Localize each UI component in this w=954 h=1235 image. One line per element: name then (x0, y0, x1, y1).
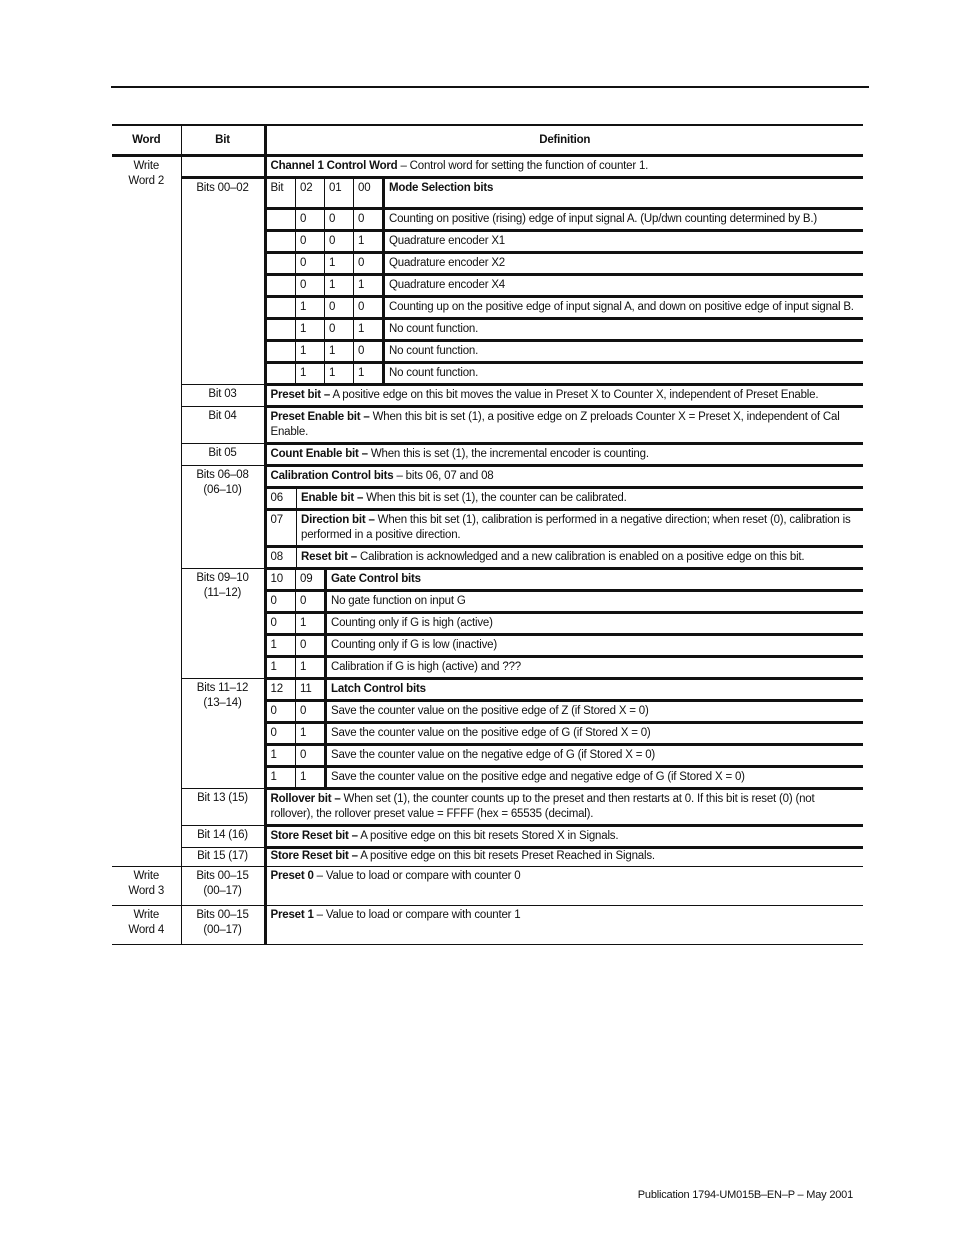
bit-cell: Bits 00–15 (00–17) (181, 906, 265, 945)
definition-cell: Preset Enable bit – When this bit is set (1), a positive edge on Z preloads Counter X = Preset X, independent of Cal Enable. (265, 406, 863, 443)
header-definition: Definition (265, 125, 863, 156)
mode-col-00: 00 (354, 179, 384, 208)
cal-row: 08 Reset bit – Calibration is acknowledged and a new calibration is enabled on a positive edge on this bit. (267, 546, 864, 567)
table-row (112, 847, 863, 867)
latch-row: 1 1 Save the counter value on the positive edge and negative edge of G (if Stored X = 0) (267, 766, 864, 787)
cal-title: Calibration Control bits – bits 06, 07 and 08 (267, 467, 864, 488)
table-row (112, 568, 863, 678)
mode-row: 0 0 0 Counting on positive (rising) edge of input signal A. (Up/dwn counting determined by B.) (267, 208, 864, 230)
bit-cell: Bit 05 (181, 443, 265, 465)
gate-table: 10 09 Gate Control bits 0 0 No gate function on input G 0 1 Counting only if G is high (active) 1 0 Counting only if G is low (inactive) 1 1 Calibration if G is high (active) and ??? (267, 570, 864, 677)
table-row (112, 678, 863, 788)
mode-title: Mode Selection bits (384, 179, 864, 208)
table-row (112, 825, 863, 847)
definition-cell: Rollover bit – When set (1), the counter counts up to the preset and then restarts at 0. If this bit is reset (0) (not rollover), the rollover preset value = FFFF (hex = 65535 (decimal). (265, 788, 863, 825)
mode-row: 1 1 1 No count function. (267, 362, 864, 383)
latch-table: 12 11 Latch Control bits 0 0 Save the counter value on the positive edge of Z (if Stored X = 0) 0 1 Save the counter value on the positive edge of G (if Stored X = 0) 1 0 Save the counter value on the negative edge of G (if Stored X = 0) 1 1 Save the counter value on the positive edge and negative edge of G (if Stored X = 0) (267, 680, 864, 787)
bit-cell: Bit 13 (15) (181, 788, 265, 825)
mode-row: 1 0 1 No count function. (267, 318, 864, 340)
gate-row: 0 0 No gate function on input G (267, 590, 864, 612)
channel-title: Channel 1 Control Word (270, 160, 398, 172)
bit-cell (181, 465, 265, 568)
table-row (112, 156, 863, 178)
gate-row: 1 0 Counting only if G is low (inactive) (267, 634, 864, 656)
empty-bit-cell (181, 156, 265, 178)
table-row (112, 867, 863, 906)
table-row (112, 178, 863, 385)
definition-cell: Preset 1 – Value to load or compare with counter 1 (265, 906, 863, 945)
mode-col-bit: Bit (267, 179, 296, 208)
cal-table (267, 467, 864, 567)
definition-cell: Preset 0 – Value to load or compare with counter 0 (265, 867, 863, 906)
header-bit: Bit (181, 125, 265, 156)
definition-cell: Count Enable bit – When this is set (1), the incremental encoder is counting. (265, 443, 863, 465)
mode-header-row (267, 179, 864, 208)
table-row (112, 443, 863, 465)
definition-cell: Store Reset bit – A positive edge on this bit resets Preset Reached in Signals. (265, 847, 863, 867)
bit-cell (181, 678, 265, 788)
table-row (112, 406, 863, 443)
mode-col-02: 02 (296, 179, 325, 208)
bit-cell: Bit 04 (181, 406, 265, 443)
mode-row: 0 1 0 Quadrature encoder X2 (267, 252, 864, 274)
mode-row: 1 1 0 No count function. (267, 340, 864, 362)
mode-row: 1 0 0 Counting up on the positive edge of input signal A, and down on positive edge of input signal B. (267, 296, 864, 318)
mode-bit-label: Bits 00–02 (196, 182, 249, 194)
header-row (112, 125, 863, 156)
gate-row: 0 1 Counting only if G is high (active) (267, 612, 864, 634)
word-cell: Write Word 4 (112, 906, 181, 945)
table-row (112, 465, 863, 568)
bit-cell: Bits 00–15 (00–17) (181, 867, 265, 906)
word2-line1: Write (133, 160, 160, 172)
bit-cell (181, 178, 265, 385)
publication-footer: Publication 1794-UM015B–EN–P – May 2001 (637, 1189, 853, 1201)
table-row (112, 906, 863, 945)
mode-col-01: 01 (325, 179, 354, 208)
definition-cell (265, 156, 863, 178)
gate-row: 1 1 Calibration if G is high (active) and ??? (267, 656, 864, 677)
definition-cell: Preset bit – A positive edge on this bit moves the value in Preset X to Counter X, independent of Preset Enable. (265, 384, 863, 406)
word-cell: Write Word 3 (112, 867, 181, 906)
latch-row: 0 0 Save the counter value on the positive edge of Z (if Stored X = 0) (267, 700, 864, 722)
bit-definition-table (112, 124, 863, 945)
bit-cell: Bit 15 (17) (181, 847, 265, 867)
bit-cell (181, 568, 265, 678)
gate-label2: (11–12) (203, 586, 242, 599)
mode-table (267, 179, 864, 383)
mode-row: 0 0 1 Quadrature encoder X1 (267, 230, 864, 252)
gate-label1: Bits 09–10 (196, 571, 249, 584)
latch-label2: (13–14) (203, 696, 242, 709)
mode-row: 0 1 1 Quadrature encoder X4 (267, 274, 864, 296)
latch-row: 0 1 Save the counter value on the positive edge of G (if Stored X = 0) (267, 722, 864, 744)
definition-cell (265, 568, 863, 678)
top-rule (111, 86, 869, 88)
cal-label2: (06–10) (203, 483, 242, 496)
definition-cell (265, 465, 863, 568)
word2-line2: Word 2 (128, 175, 165, 187)
cal-row: 06 Enable bit – When this bit is set (1), the counter can be calibrated. (267, 487, 864, 509)
latch-label1: Bits 11–12 (196, 681, 249, 694)
bit-cell: Bit 03 (181, 384, 265, 406)
definition-cell: Store Reset bit – A positive edge on this bit resets Stored X in Signals. (265, 825, 863, 847)
table-row (112, 384, 863, 406)
latch-row: 1 0 Save the counter value on the negative edge of G (if Stored X = 0) (267, 744, 864, 766)
bit-cell: Bit 14 (16) (181, 825, 265, 847)
table-row (112, 788, 863, 825)
definition-cell (265, 178, 863, 385)
word-cell (112, 156, 181, 848)
channel-desc: – Control word for setting the function of counter 1. (397, 160, 649, 172)
cal-row: 07 Direction bit – When this bit set (1), calibration is performed in a negative direction; when reset (0), calibration is performed in a positive direction. (267, 509, 864, 546)
cal-label1: Bits 06–08 (196, 468, 249, 481)
definition-cell (265, 678, 863, 788)
header-word: Word (112, 125, 181, 156)
